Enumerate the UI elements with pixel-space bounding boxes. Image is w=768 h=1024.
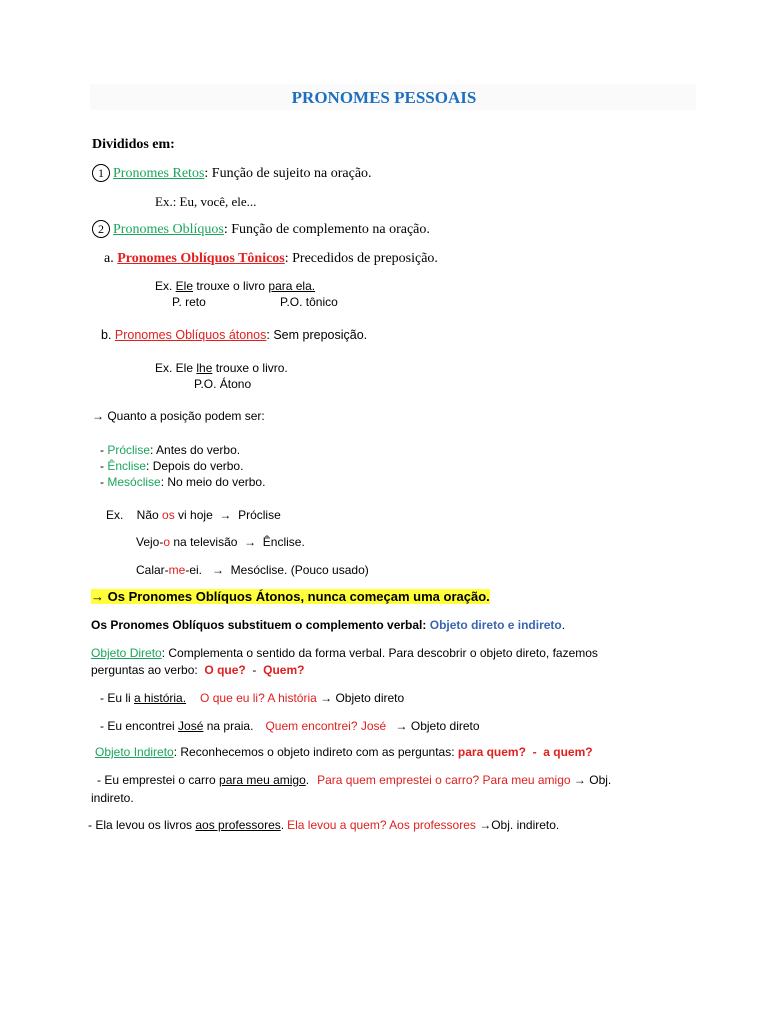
label-p-reto: P. reto (172, 295, 206, 309)
term-proclise: Próclise (107, 443, 151, 457)
term-mesoclise: Mesóclise (107, 475, 161, 489)
substitute-line (91, 618, 565, 632)
substitute-end: . (561, 618, 566, 632)
oi-line (95, 745, 593, 759)
label-po-atono: P.O. Átono (194, 377, 252, 391)
position-desc: : No meio do verbo. (160, 475, 266, 489)
ex-post: vi hoje → Próclise (174, 508, 281, 522)
example-enclise (136, 535, 305, 549)
ex-pre: Ex. Não (106, 508, 163, 522)
ex-object: a história. (134, 691, 187, 705)
sub-b-desc: : Sem preposição. (266, 328, 368, 342)
oi-questions: para quem? - a quem? (457, 745, 593, 759)
sub-a-prefix: a. (104, 251, 118, 266)
ex-post: → Objeto direto (316, 691, 405, 705)
ex-end: . (305, 773, 310, 787)
ex-pre: - Ela levou os livros (88, 818, 196, 832)
number-circle: 2 (92, 220, 110, 238)
sub-a-desc: : Precedidos de preposição. (284, 251, 438, 266)
ex-prefix: Ex. (155, 279, 176, 293)
question-quem: Quem? (263, 663, 305, 677)
od-line-1 (91, 646, 598, 660)
od-line-2 (91, 663, 304, 677)
position-proclise (100, 443, 240, 457)
od-example-1 (100, 691, 404, 705)
ex-prefix: Ex. Ele (155, 361, 197, 375)
sub-a (104, 251, 438, 267)
ex-question: O que eu li? A história (200, 691, 317, 705)
ex-question: Para quem emprestei o carro? Para meu amigo (317, 773, 571, 787)
ex-post: → Obj. (570, 773, 612, 787)
ex-post: na televisão → Ênclise. (170, 535, 305, 549)
ex-pronoun-o: o (163, 535, 171, 549)
ex-question: Quem encontrei? José (265, 719, 387, 733)
highlight-text: → Os Pronomes Oblíquos Átonos, nunca começam uma oração. (91, 589, 490, 604)
substitute-text: Os Pronomes Oblíquos substituem o complemento verbal: (91, 618, 430, 632)
ex-pre: - Eu emprestei o carro (97, 773, 220, 787)
substitute-blue: Objeto direto e indireto (429, 618, 562, 632)
od-example-2 (100, 719, 480, 733)
ex-object: aos professores (195, 818, 281, 832)
oi-example-2 (88, 818, 559, 832)
ex-rest: trouxe o livro. (212, 361, 288, 375)
item-1-desc: : Função de sujeito na oração. (204, 166, 372, 182)
ex-object: para ela. (268, 279, 316, 293)
od-desc-2: perguntas ao verbo: (91, 663, 205, 677)
term-tonicos: Pronomes Oblíquos Tônicos (117, 251, 285, 266)
term-pronomes-retos: Pronomes Retos (113, 166, 205, 182)
dash: - (100, 443, 108, 457)
ex-mid: na praia. (203, 719, 254, 733)
intro-heading: Divididos em: (92, 137, 175, 152)
sub-b-example (155, 361, 288, 375)
ex-object: José (178, 719, 204, 733)
term-pronomes-obliquos: Pronomes Oblíquos (113, 222, 224, 238)
ex-pronoun-me: me (168, 563, 186, 577)
term-objeto-direto: Objeto Direto (91, 646, 162, 660)
term-atonos: Pronomes Oblíquos átonos (114, 328, 267, 342)
item-1-example: Ex.: Eu, você, ele... (155, 194, 257, 209)
position-mesoclise (100, 475, 265, 489)
od-desc: : Complementa o sentido da forma verbal. Para descobrir o objeto direto, fazemos (161, 646, 598, 660)
sub-a-example (155, 279, 315, 293)
term-enclise: Ênclise (107, 459, 147, 473)
ex-object: para meu amigo (219, 773, 306, 787)
ex-pre: Vejo- (136, 535, 164, 549)
ex-pre: - Eu li (100, 691, 135, 705)
ex-subject: Ele (175, 279, 194, 293)
position-enclise (100, 459, 243, 473)
position-desc: : Antes do verbo. (150, 443, 241, 457)
number-circle: 1 (92, 164, 110, 182)
item-2 (92, 221, 430, 239)
question-o-que: O que? (204, 663, 246, 677)
ex-pronoun: lhe (196, 361, 213, 375)
ex-post: →Obj. indireto. (475, 818, 560, 832)
sub-b (101, 328, 367, 342)
example-mesoclise (136, 563, 369, 577)
page-title: PRONOMES PESSOAIS (291, 88, 477, 107)
ex-pre: Calar- (136, 563, 169, 577)
position-desc: : Depois do verbo. (146, 459, 244, 473)
ex-middle: trouxe o livro (193, 279, 269, 293)
ex-pronoun-os: os (162, 508, 175, 522)
ex-pre: - Eu encontrei (100, 719, 179, 733)
label-po-tonico: P.O. tônico (280, 295, 338, 309)
position-heading: → Quanto a posição podem ser: (92, 409, 265, 423)
ex-end: . (280, 818, 285, 832)
dash: - (100, 459, 108, 473)
sub-b-prefix: b. (101, 328, 115, 342)
term-objeto-indireto: Objeto Indireto (95, 745, 174, 759)
example-proclise (106, 508, 281, 522)
highlight-note (91, 589, 490, 604)
item-2-desc: : Função de complemento na oração. (223, 222, 430, 238)
oi-desc: : Reconhecemos o objeto indireto com as perguntas: (173, 745, 458, 759)
ex-post: -ei. → Mesóclise. (Pouco usado) (185, 563, 369, 577)
separator: - (245, 663, 264, 677)
dash: - (100, 475, 108, 489)
oi-example-1 (97, 773, 611, 787)
item-1 (92, 165, 372, 183)
ex-question: Ela levou a quem? Aos professores (287, 818, 476, 832)
oi-example-1-cont: indireto. (91, 791, 134, 805)
ex-post: → Objeto direto (392, 719, 480, 733)
